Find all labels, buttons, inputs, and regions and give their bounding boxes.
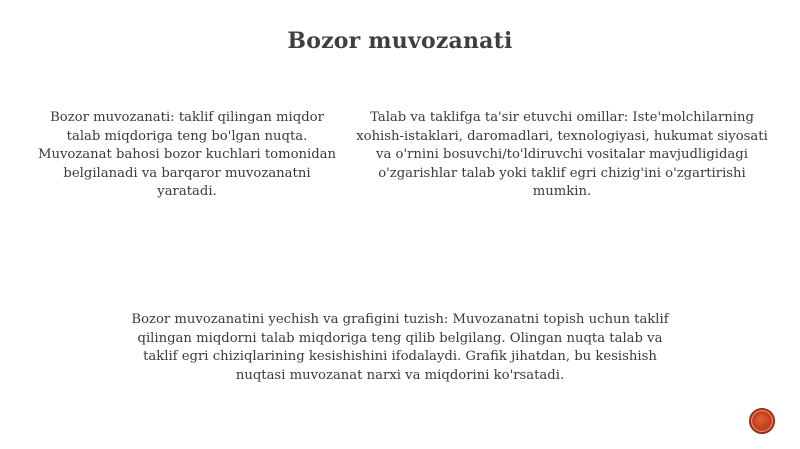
right-text-block: Talab va taklifga ta'sir etuvchi omillar: Iste'molchilarning xohish-istaklari, daromadlari, texnologiyasi, hukumat siyosati va o'rnini bosuvchi/to'ldiruvchi vositalar mavjudligidagi o'zgarishlar talab yoki taklif egri chizig'ini o'zgartirishi mumkin. <box>356 110 768 199</box>
circle-nav-icon <box>755 414 769 428</box>
next-slide-button[interactable] <box>749 408 775 434</box>
slide-title: Bozor muvozanati <box>287 28 513 54</box>
bottom-text-block: Bozor muvozanatini yechish va grafigini tuzish: Muvozanatni topish uchun taklif qilingan miqdorni talab miqdoriga teng qilib belgilang. Olingan nuqta talab va taklif egri chiziqlarining kesishishini ifodalaydi. Grafik jihatdan, bu kesishish nuqtasi muvozanat narxi va miqdorini ko'rsatadi. <box>131 312 669 383</box>
left-text-block: Bozor muvozanati: taklif qilingan miqdor talab miqdoriga teng bo'lgan nuqta. Muvozanat bahosi bozor kuchlari tomonidan belgilanadi va barqaror muvozanatni yaratadi. <box>37 110 337 199</box>
